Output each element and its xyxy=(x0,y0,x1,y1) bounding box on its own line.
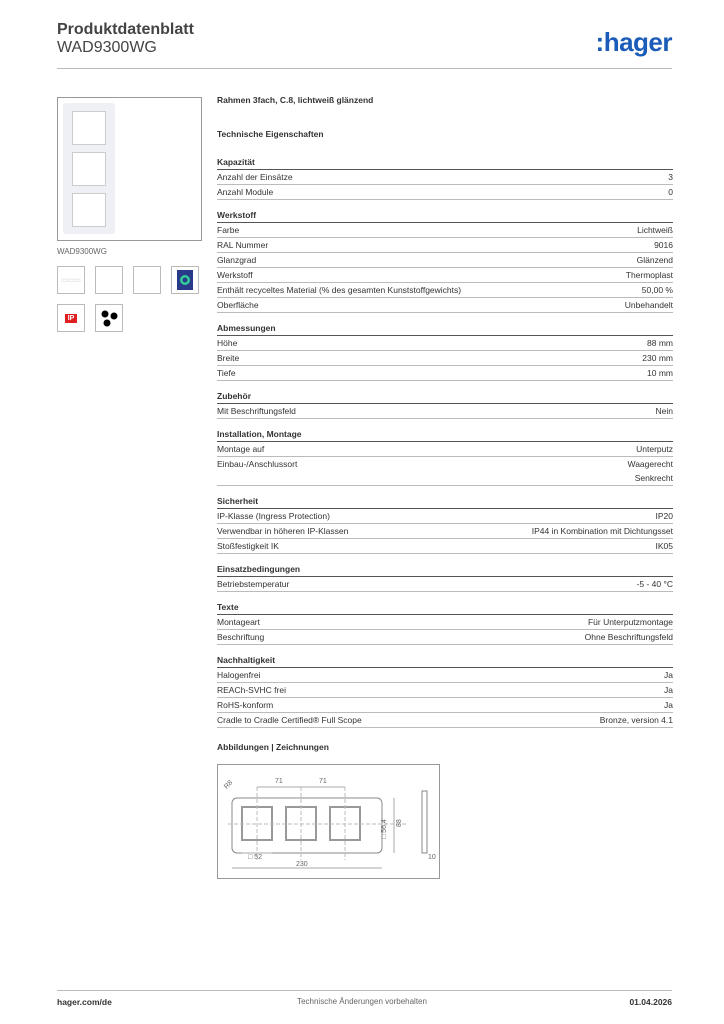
product-image xyxy=(57,97,202,241)
spec-label: REACh-SVHC frei xyxy=(217,685,286,695)
spec-value: 9016 xyxy=(654,240,673,250)
spec-value: 3 xyxy=(668,172,673,182)
section-title: Texte xyxy=(217,600,673,615)
spec-value: 0 xyxy=(668,187,673,197)
spec-label: RoHS-konform xyxy=(217,700,274,710)
spec-section xyxy=(217,321,673,381)
spec-row xyxy=(217,238,673,253)
water-drops-icon xyxy=(95,304,123,332)
spec-row xyxy=(217,539,673,554)
spec-row xyxy=(217,283,673,298)
spec-label: Höhe xyxy=(217,338,238,348)
spec-label: Montage auf xyxy=(217,444,265,454)
section-title: Sicherheit xyxy=(217,494,673,509)
spec-row xyxy=(217,630,673,645)
spec-value: 50,00 % xyxy=(641,285,673,295)
spec-value: Ja xyxy=(664,670,673,680)
thumbnail-back[interactable] xyxy=(133,266,161,294)
spec-value: IP44 in Kombination mit Dichtungsset xyxy=(531,526,673,536)
c2c-certified-icon[interactable] xyxy=(171,266,199,294)
spec-row xyxy=(217,615,673,630)
spec-row xyxy=(217,683,673,698)
section-title: Zubehör xyxy=(217,389,673,404)
section-title: Installation, Montage xyxy=(217,427,673,442)
spec-row xyxy=(217,336,673,351)
spec-section xyxy=(217,494,673,554)
footer-divider xyxy=(57,990,672,991)
spec-value: IP20 xyxy=(655,511,673,521)
spec-value: Glänzend xyxy=(636,255,673,265)
section-title: Abmessungen xyxy=(217,321,673,336)
spec-value: Unbehandelt xyxy=(624,300,673,310)
spec-label: Glanzgrad xyxy=(217,255,257,265)
spec-value: Unterputz xyxy=(636,444,673,454)
dim-pitch-2: 71 xyxy=(319,778,327,785)
image-caption: WAD9300WG xyxy=(57,247,107,256)
spec-row xyxy=(217,457,673,486)
spec-row xyxy=(217,524,673,539)
dim-opening: □ 52 xyxy=(248,854,262,861)
spec-section xyxy=(217,208,673,313)
footer-website-link[interactable]: hager.com/de xyxy=(57,997,112,1007)
spec-row xyxy=(217,268,673,283)
spec-label: Breite xyxy=(217,353,240,363)
specifications xyxy=(217,95,673,756)
hager-logo: :hager xyxy=(595,27,672,57)
spec-row xyxy=(217,253,673,268)
spec-value: Ohne Beschriftungsfeld xyxy=(584,632,673,642)
spec-value: -5 - 40 °C xyxy=(636,579,673,589)
spec-value: 10 mm xyxy=(647,368,673,378)
drawings-heading: Abbildungen | Zeichnungen xyxy=(217,742,329,752)
header-divider xyxy=(57,68,672,69)
thumbnail-side[interactable] xyxy=(95,266,123,294)
spec-label: Verwendbar in höheren IP-Klassen xyxy=(217,526,349,536)
section-title: Werkstoff xyxy=(217,208,673,223)
spec-value: Thermoplast xyxy=(625,270,673,280)
spec-row xyxy=(217,404,673,419)
dim-pitch-1: 71 xyxy=(275,778,283,785)
spec-value: Bronze, version 4.1 xyxy=(599,715,673,725)
product-images xyxy=(57,97,202,332)
dim-depth: 10 xyxy=(428,854,436,861)
spec-value: Lichtweiß xyxy=(637,225,673,235)
spec-row xyxy=(217,509,673,524)
spec-section xyxy=(217,653,673,728)
spec-label: Mit Beschriftungsfeld xyxy=(217,406,296,416)
spec-row xyxy=(217,442,673,457)
spec-label: Montageart xyxy=(217,617,260,627)
spec-label: Halogenfrei xyxy=(217,670,261,680)
spec-label: Enthält recyceltes Material (% des gesamten Kunststoffgewichts) xyxy=(217,285,462,295)
dim-width: 230 xyxy=(296,861,308,868)
dimension-drawing xyxy=(217,764,440,879)
spec-value: 230 mm xyxy=(642,353,673,363)
section-title: Kapazität xyxy=(217,155,673,170)
spec-section xyxy=(217,562,673,592)
spec-value: IK05 xyxy=(655,541,673,551)
spec-row xyxy=(217,170,673,185)
spec-label: Anzahl Module xyxy=(217,187,274,197)
spec-value: Waagerecht Senkrecht xyxy=(627,459,673,483)
product-name: Rahmen 3fach, C.8, lichtweiß glänzend xyxy=(217,95,374,105)
spec-label: Cradle to Cradle Certified® Full Scope xyxy=(217,715,362,725)
spec-label: Betriebstemperatur xyxy=(217,579,290,589)
spec-row xyxy=(217,668,673,683)
spec-section xyxy=(217,427,673,486)
spec-label: Tiefe xyxy=(217,368,236,378)
spec-row xyxy=(217,577,673,592)
spec-row xyxy=(217,351,673,366)
spec-value: 88 mm xyxy=(647,338,673,348)
dim-inner: □ 56,4 xyxy=(381,819,388,839)
dim-height: 88 xyxy=(396,819,403,827)
footer-date: 01.04.2026 xyxy=(629,997,672,1007)
spec-label: Farbe xyxy=(217,225,240,235)
spec-section xyxy=(217,155,673,200)
spec-label: Stoßfestigkeit IK xyxy=(217,541,279,551)
spec-label: Einbau-/Anschlussort xyxy=(217,459,298,469)
dim-radius: R8 xyxy=(223,779,235,791)
spec-row xyxy=(217,223,673,238)
spec-label: IP-Klasse (Ingress Protection) xyxy=(217,511,330,521)
spec-row xyxy=(217,298,673,313)
spec-row xyxy=(217,185,673,200)
spec-row xyxy=(217,713,673,728)
section-title: Nachhaltigkeit xyxy=(217,653,673,668)
spec-value: Für Unterputzmontage xyxy=(587,617,673,627)
spec-section xyxy=(217,600,673,645)
spec-label: Anzahl der Einsätze xyxy=(217,172,293,182)
spec-label: Oberfläche xyxy=(217,300,259,310)
section-title: Einsatzbedingungen xyxy=(217,562,673,577)
spec-label: RAL Nummer xyxy=(217,240,269,250)
spec-label: Werkstoff xyxy=(217,270,253,280)
spec-row xyxy=(217,698,673,713)
frame-illustration xyxy=(63,103,115,234)
spec-label: Beschriftung xyxy=(217,632,265,642)
ip-rating-icon: IP xyxy=(57,304,85,332)
page-title: Produktdatenblatt xyxy=(57,21,194,38)
tech-heading: Technische Eigenschaften xyxy=(217,129,324,139)
spec-row xyxy=(217,366,673,381)
spec-value: Ja xyxy=(664,700,673,710)
footer-disclaimer: Technische Änderungen vorbehalten xyxy=(297,997,427,1006)
thumbnail-front[interactable]: ▭▭▭ xyxy=(57,266,85,294)
spec-section xyxy=(217,389,673,419)
spec-value: Nein xyxy=(655,406,673,416)
spec-value: Ja xyxy=(664,685,673,695)
product-code: WAD9300WG xyxy=(57,39,157,56)
